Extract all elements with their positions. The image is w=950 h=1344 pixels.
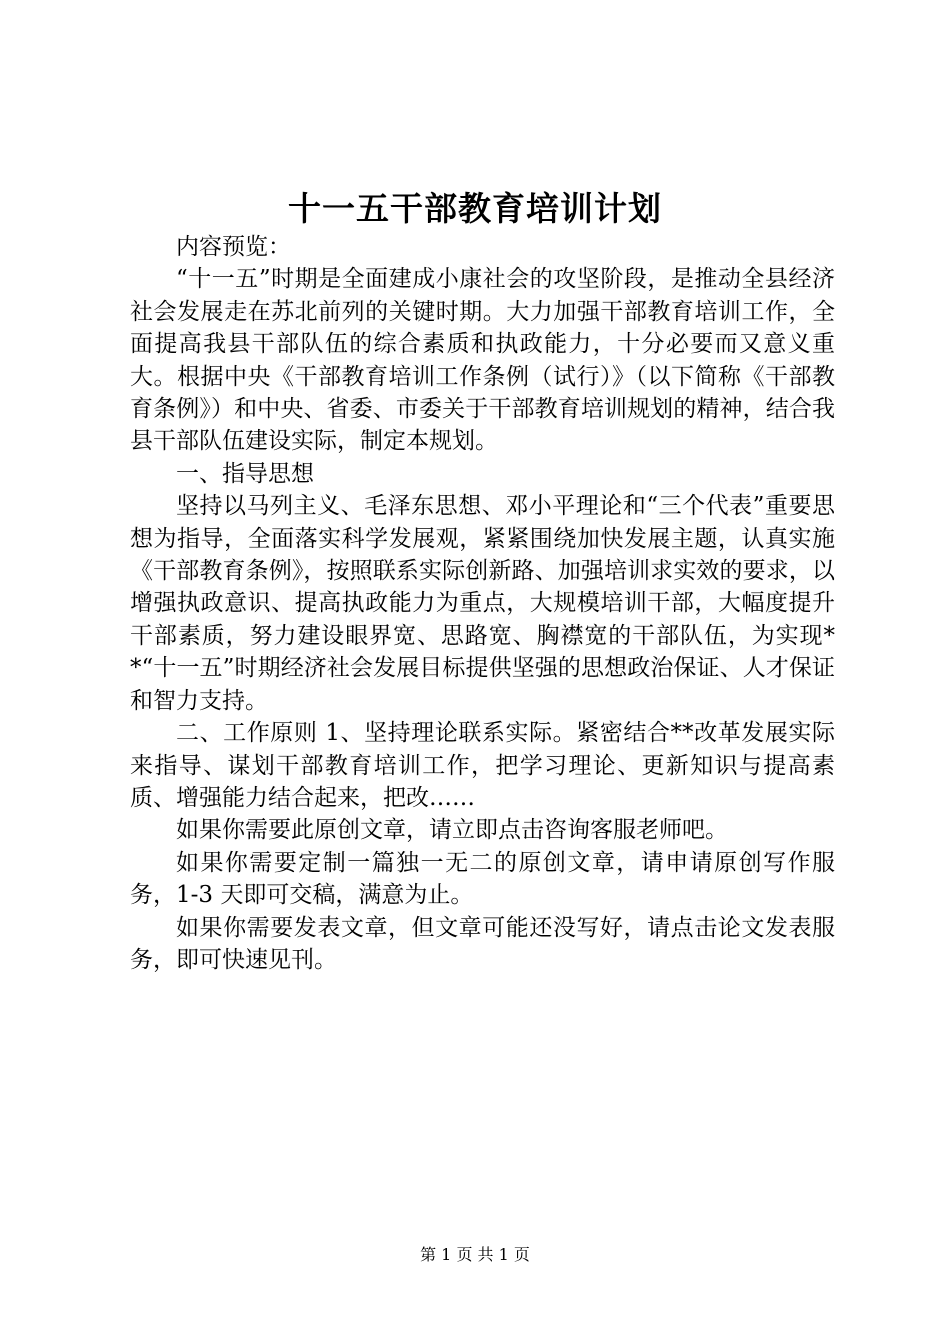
publish-service-paragraph: 如果你需要发表文章，但文章可能还没写好，请点击论文发表服务，即可快速见刊。 xyxy=(130,914,835,973)
consult-service-paragraph: 如果你需要此原创文章，请立即点击咨询客服老师吧。 xyxy=(176,817,728,844)
intro-paragraph: “十一五”时期是全面建成小康社会的攻坚阶段，是推动全县经济社会发展走在苏北前列的关键时期。大力加强干部教育培训工作，全面提高我县干部队伍的综合素质和执政能力，十分必要而又意义重大。根据中央《干部教育培训工作条例（试行）》（以下简称《干部教育条例》）和中央、省委、市委关于干部教育培训规划的精神，结合我县干部队伍建设实际，制定本规划。 xyxy=(130,266,835,455)
work-principles-paragraph: 二、工作原则 1、坚持理论联系实际。紧密结合**改革发展实际来指导、谋划干部教育培训工作，把学习理论、更新知识与提高素质、增强能力结合起来，把改…… xyxy=(130,720,835,811)
page-footer: 第 1 页 共 1 页 xyxy=(420,1245,530,1264)
document-body xyxy=(130,231,835,976)
section-heading-guiding-thought: 一、指导思想 xyxy=(176,460,314,487)
custom-writing-paragraph: 如果你需要定制一篇独一无二的原创文章，请申请原创写作服务，1-3 天即可交稿，满意为止。 xyxy=(130,849,835,909)
guiding-thought-paragraph: 坚持以马列主义、毛泽东思想、邓小平理论和“三个代表”重要思想为指导，全面落实科学发展观，紧紧围绕加快发展主题，认真实施《干部教育条例》，按照联系实际创新路、加强培训求实效的要求，以增强执政意识、提高执政能力为重点，大规模培训干部，大幅度提升干部素质，努力建设眼界宽、思路宽、胸襟宽的干部队伍，为实现**“十一五”时期经济社会发展目标提供坚强的思想政治保证、人才保证和智力支持。 xyxy=(130,493,835,714)
preview-label: 内容预览： xyxy=(176,234,291,260)
document-title: 十一五干部教育培训计划 xyxy=(288,189,662,228)
